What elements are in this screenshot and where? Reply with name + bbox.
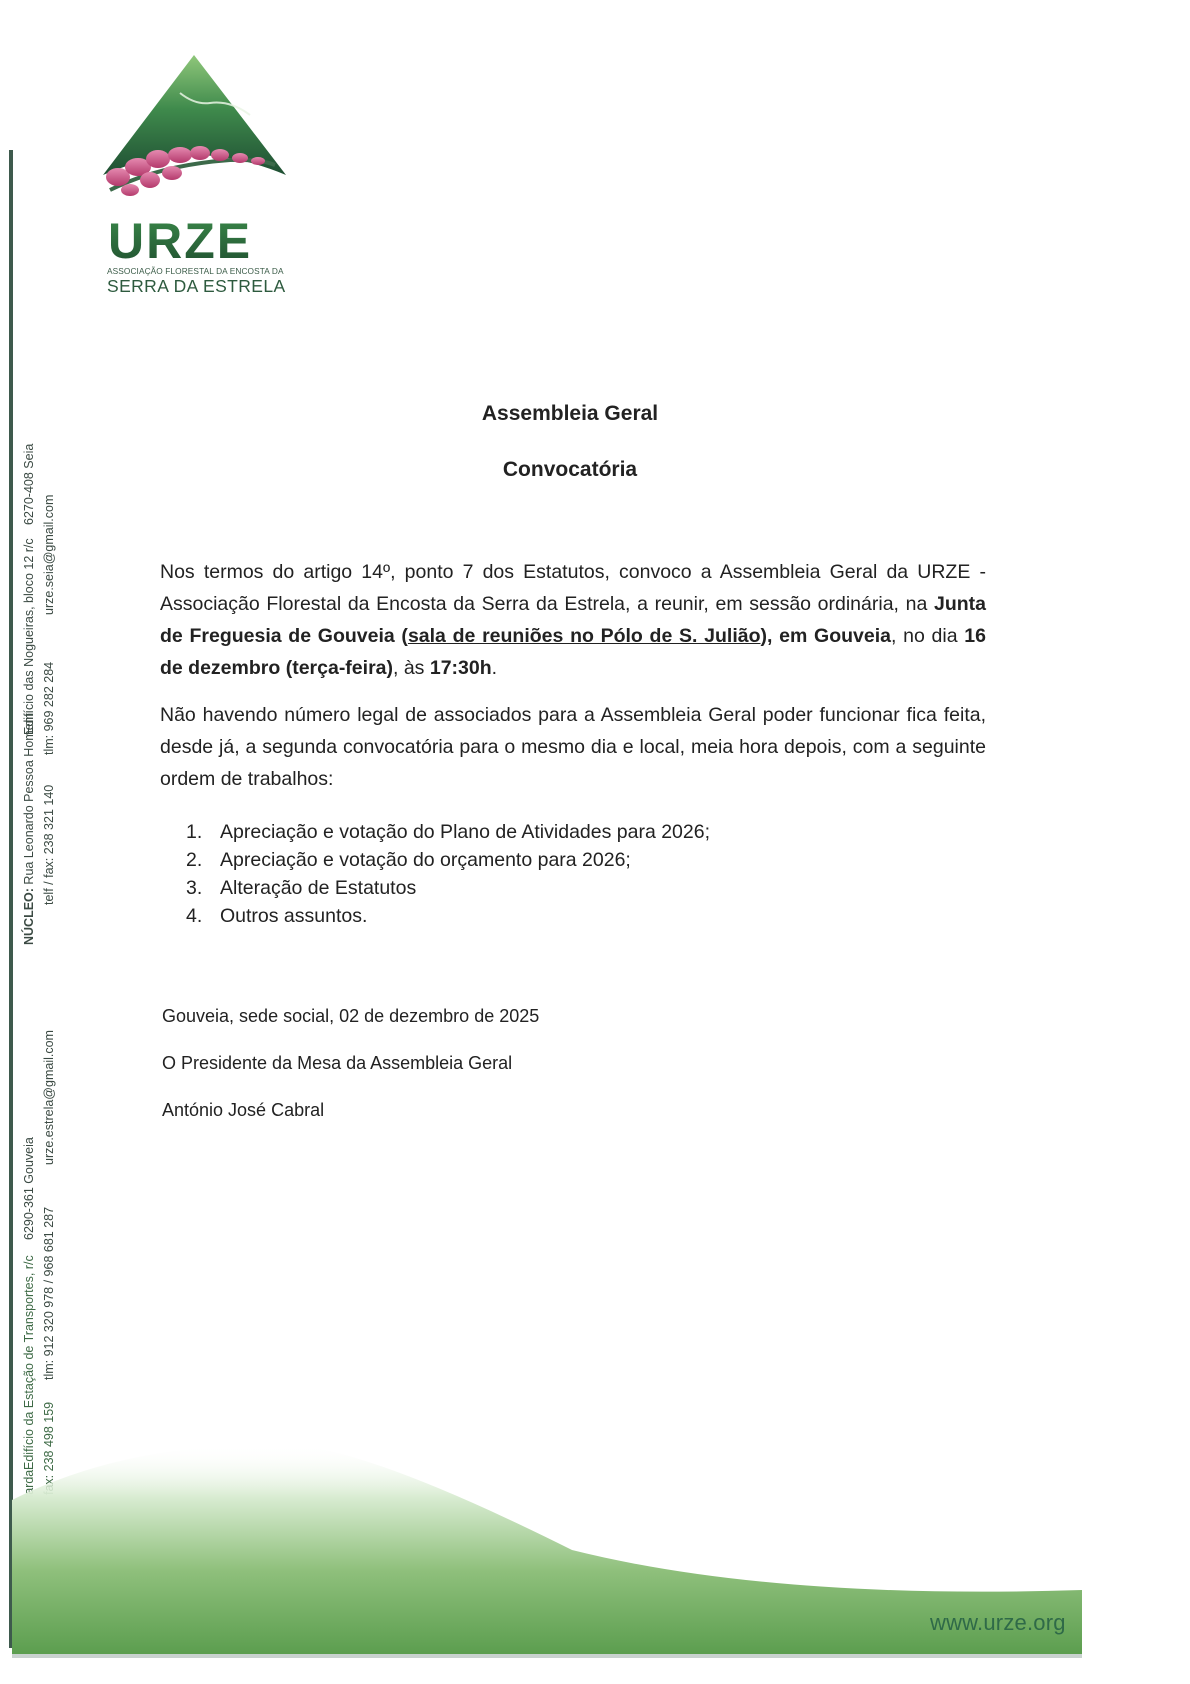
sede-building: Edifício da Estação de Transportes, r/c xyxy=(22,1255,36,1470)
sede-fax: fax: 238 498 159 xyxy=(42,1401,56,1495)
nucleo-address: NÚCLEO: Rua Leonardo Pessoa Homem xyxy=(22,712,36,945)
logo-subtitle-small: ASSOCIAÇÃO FLORESTAL DA ENCOSTA DA xyxy=(107,266,284,276)
place-and-date: Gouveia, sede social, 02 de dezembro de 2025 xyxy=(162,1006,540,1026)
agenda-item: 4. Outros assuntos. xyxy=(186,905,368,927)
meeting-city: Gouveia xyxy=(814,625,891,647)
document-title: Assembleia Geral xyxy=(481,402,659,425)
nucleo-phone: telf / fax: 238 321 140 xyxy=(42,784,56,905)
agenda-item: 3. Alteração de Estatutos xyxy=(186,877,417,899)
agenda-list xyxy=(186,818,710,930)
left-edge-bar xyxy=(9,150,13,1648)
agenda-item: 1. Apreciação e votação do Plano de Atividades para 2026; xyxy=(186,821,711,843)
footer-bottom-edge xyxy=(12,1654,1082,1658)
nucleo-postal: 6270-408 Seia xyxy=(22,443,36,525)
signatory-name: António José Cabral xyxy=(162,1100,325,1120)
sede-postal: 6290-361 Gouveia xyxy=(22,1137,36,1240)
venue-name: Junta de Freguesia de Gouveia xyxy=(160,593,986,647)
nucleo-email[interactable]: urze.seia@gmail.com xyxy=(42,494,56,615)
website-link[interactable]: www.urze.org xyxy=(930,1610,1066,1635)
logo-wordmark: URZE xyxy=(108,213,253,269)
meeting-weekday: (terça-feira) xyxy=(285,657,393,679)
document-subtitle: Convocatória xyxy=(502,458,638,481)
nucleo-mobile: tlm: 969 282 284 xyxy=(42,661,56,755)
signatory-role: O Presidente da Mesa da Assembleia Geral xyxy=(162,1053,513,1073)
meeting-time: 17:30h xyxy=(429,657,492,679)
meeting-date: 16 de dezembro xyxy=(160,625,986,679)
second-call-paragraph: Não havendo número legal de associados para a Assembleia Geral poder funcionar fica feita, desde já, a segunda convocatória para o mesmo dia e local, meia hora depois, com a seguinte ordem de trabalhos: xyxy=(160,704,986,790)
logo-subtitle-large: SERRA DA ESTRELA xyxy=(107,276,286,296)
agenda-item: 2. Apreciação e votação do orçamento para 2026; xyxy=(186,849,631,871)
sede-mobile: tlm: 912 320 978 / 968 681 287 xyxy=(42,1206,56,1380)
sede-email[interactable]: urze.estrela@gmail.com xyxy=(42,1030,56,1165)
convocation-paragraph: Nos termos do artigo 14º, ponto 7 dos Estatutos, convoco a Assembleia Geral da URZE - Associação Florestal da Encosta da Serra da Estrela, a reunir, em sessão ordinária, na Junta de Freguesia de Gouveia (sala de reuniões no Pólo de S. Julião), em Gouveia, no dia 16 de dezembro (terça-feira), às 17:30h. xyxy=(160,561,986,679)
nucleo-building: Edifício das Nogueiras, bloco 12 r/c xyxy=(22,538,36,735)
meeting-room: sala de reuniões no Pólo de S. Julião xyxy=(407,625,761,647)
footer-wave-graphic xyxy=(12,1440,1082,1654)
